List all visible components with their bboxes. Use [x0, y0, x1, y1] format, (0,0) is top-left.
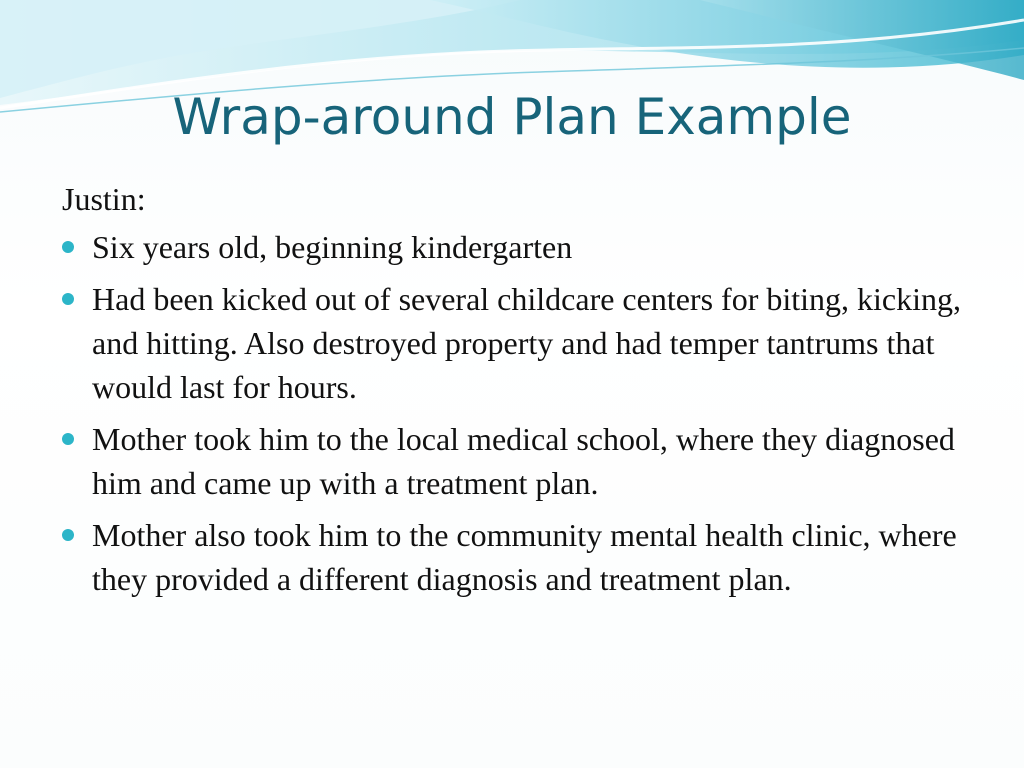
slide-title: Wrap-around Plan Example: [172, 88, 852, 146]
list-item: [62, 225, 972, 269]
bullet-list: [62, 225, 972, 601]
bullet-icon: [62, 241, 74, 253]
bullet-icon: [62, 433, 74, 445]
intro-text: Justin:: [62, 181, 146, 217]
bullet-text: Mother also took him to the community mental health clinic, where they provided a different diagnosis and treatment plan.: [92, 517, 957, 597]
bullet-text: Mother took him to the local medical school, where they diagnosed him and came up with a treatment plan.: [92, 421, 955, 501]
list-item: [62, 513, 972, 601]
list-item: [62, 417, 972, 505]
slide-content: [62, 177, 972, 609]
list-item: [62, 277, 972, 409]
bullet-icon: [62, 529, 74, 541]
bullet-text: Had been kicked out of several childcare centers for biting, kicking, and hitting. Also destroyed property and had temper tantrums that would last for hours.: [92, 281, 961, 405]
bullet-text: Six years old, beginning kindergarten: [92, 229, 573, 265]
bullet-icon: [62, 293, 74, 305]
